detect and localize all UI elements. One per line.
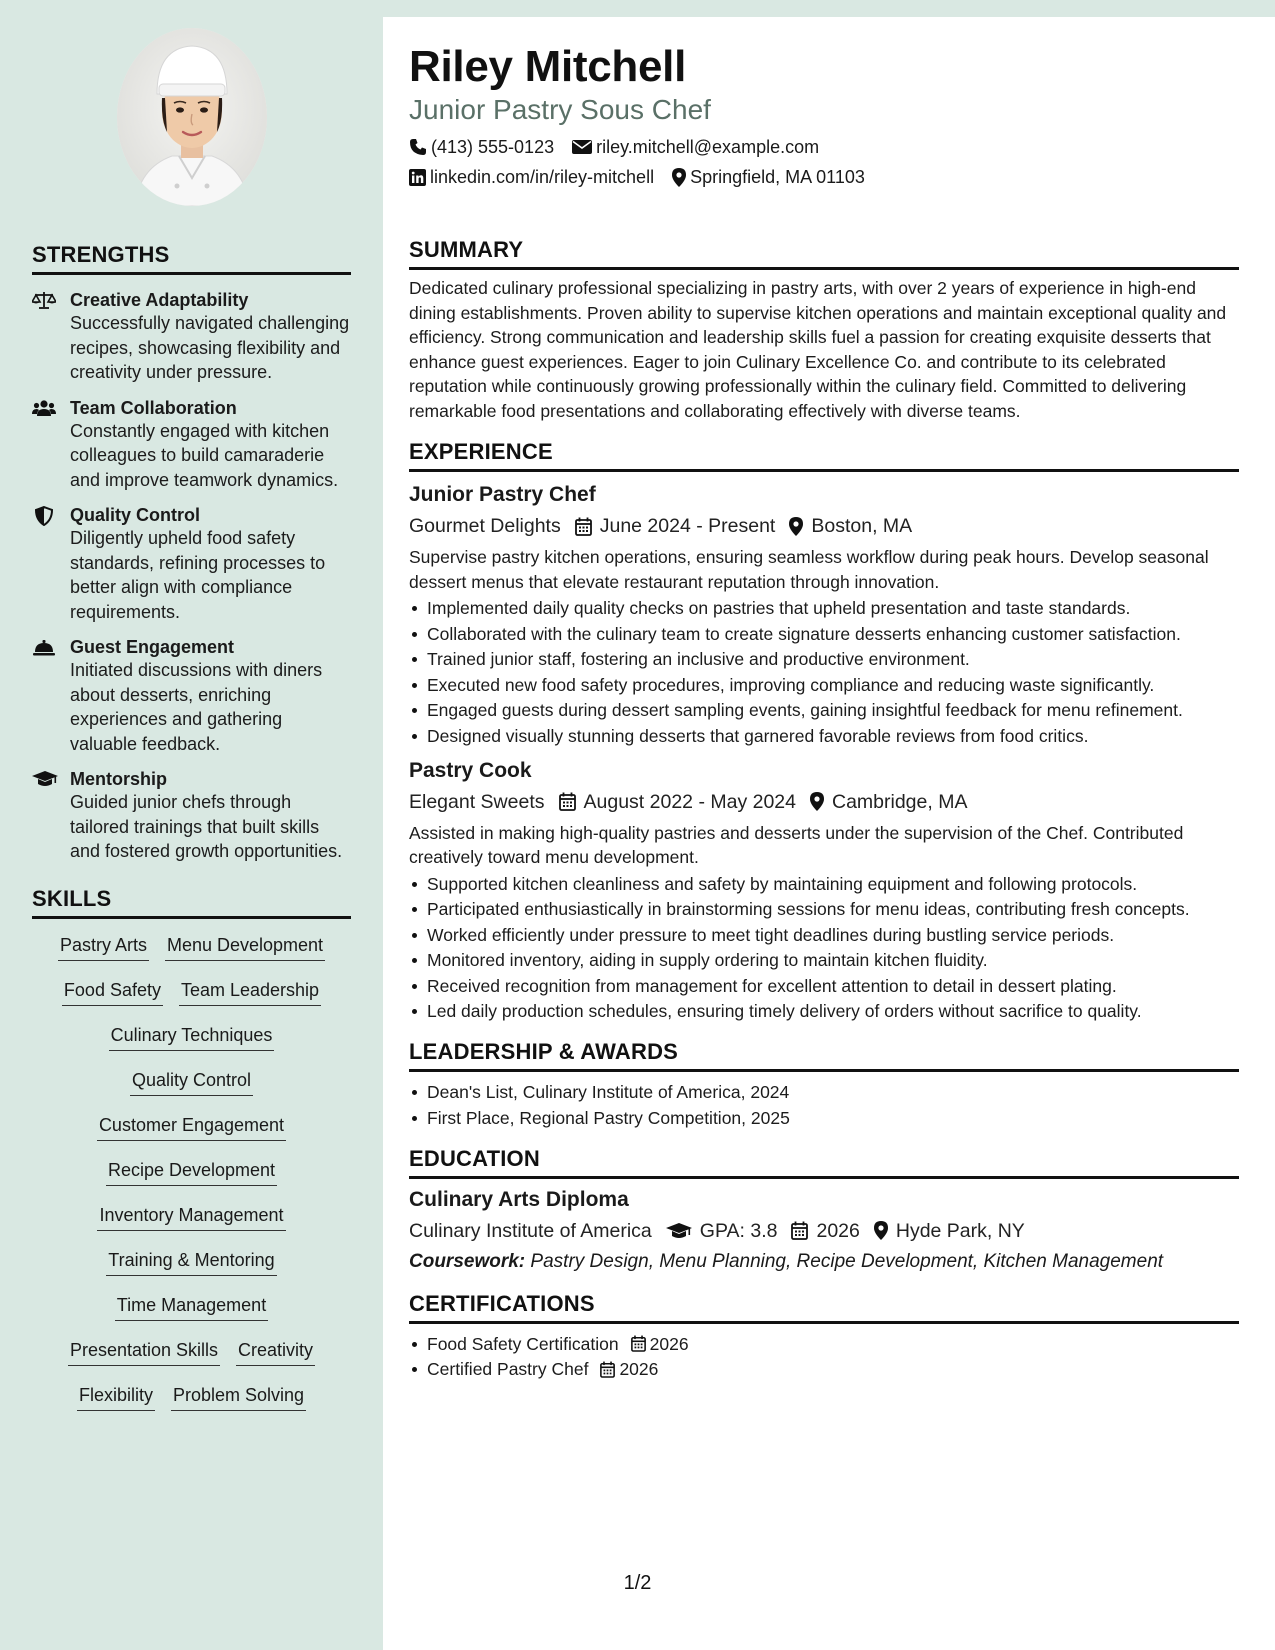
list-item: Executed new food safety procedures, improving compliance and reducing waste significantly.: [409, 673, 1239, 697]
list-item: Collaborated with the culinary team to create signature desserts enhancing customer satisfaction.: [409, 622, 1239, 646]
job-title: Junior Pastry Chef: [409, 483, 596, 506]
skill-row: [32, 1023, 351, 1068]
job-entry: [409, 758, 1239, 1024]
avatar: [117, 28, 267, 206]
strength-item: [32, 289, 351, 385]
school-name: Culinary Institute of America: [409, 1219, 652, 1242]
skill-tag: Time Management: [115, 1293, 268, 1321]
awards-heading: LEADERSHIP & AWARDS: [409, 1039, 1239, 1072]
summary-text: Dedicated culinary professional specializing in pastry arts, with over 2 years of experience in high-end dining establishments. Proven ability to supervise kitchen operations and maintain exceptional quality and efficiency. Strong communication and leadership skills fuel a passion for creating exquisite desserts that enhance guest experiences. Eager to join Culinary Excellence Co. and contribute to its celebrated reputation while continuously growing professionally within the culinary field. Committed to delivering remarkable food presentations and collaborating effectively with diverse teams.: [409, 278, 1227, 421]
contact-row: [409, 165, 1239, 189]
degree-title: Culinary Arts Diploma: [409, 1187, 629, 1211]
strength-title: Creative Adaptability: [70, 290, 249, 310]
contact-row: [409, 135, 1239, 159]
skill-tag: Food Safety: [62, 978, 163, 1006]
list-item: Participated enthusiastically in brainstorming sessions for menu ideas, contributing fresh concepts.: [409, 897, 1239, 921]
skill-tag: Problem Solving: [171, 1383, 306, 1411]
skill-row: [32, 1338, 351, 1383]
skill-tag: Recipe Development: [106, 1158, 277, 1186]
list-item: Led daily production schedules, ensuring timely delivery of orders without sacrifice to quality.: [409, 999, 1239, 1023]
skill-tag: Culinary Techniques: [109, 1023, 275, 1051]
skill-row: [32, 1203, 351, 1248]
strength-title: Guest Engagement: [70, 637, 235, 657]
graduation-cap-icon: [666, 1222, 692, 1240]
strength-description: Diligently upheld food safety standards, refining processes to better align with compliance requirements.: [70, 528, 326, 622]
skill-row: [32, 1113, 351, 1158]
skill-tag: Customer Engagement: [97, 1113, 286, 1141]
job-dates: June 2024 - Present: [599, 515, 776, 537]
map-pin-icon: [672, 168, 686, 187]
list-item: Designed visually stunning desserts that garnered favorable reviews from food critics.: [409, 724, 1239, 748]
skill-tag: Creativity: [236, 1338, 315, 1366]
list-item: Received recognition from management for excellent attention to detail in dessert plating.: [409, 974, 1239, 998]
strength-title: Quality Control: [70, 505, 200, 525]
skill-tag: Training & Mentoring: [106, 1248, 276, 1276]
job-bullets: [409, 872, 1239, 1024]
job-company: Elegant Sweets: [409, 790, 545, 813]
location-contact: [672, 165, 865, 189]
map-pin-icon: [789, 517, 803, 536]
job-description: Supervise pastry kitchen operations, ensuring seamless workflow during peak hours. Develop seasonal dessert menus that elevate restaurant reputation through innovation.: [409, 547, 1209, 592]
phone-contact[interactable]: [409, 135, 554, 159]
gpa-text: GPA: 3.8: [699, 1219, 778, 1242]
skill-tag: Team Leadership: [179, 978, 321, 1006]
linkedin-contact[interactable]: [409, 165, 654, 189]
strengths-list: [32, 289, 351, 864]
certifications-list: [409, 1332, 1239, 1382]
skill-row: [32, 1248, 351, 1293]
scale-icon: [32, 291, 58, 311]
location-text: Springfield, MA 01103: [690, 167, 865, 187]
list-item: Supported kitchen cleanliness and safety by maintaining equipment and following protocols.: [409, 872, 1239, 896]
skills-list: [32, 933, 351, 1428]
job-dates: August 2022 - May 2024: [583, 790, 796, 813]
linkedin-text: linkedin.com/in/riley-mitchell: [430, 167, 655, 187]
skill-row: [32, 1068, 351, 1113]
coursework: [409, 1249, 1239, 1275]
strength-description: Initiated discussions with diners about desserts, enriching experiences and gathering valuable feedback.: [70, 660, 323, 754]
coursework-label: Coursework:: [409, 1250, 526, 1272]
education-meta: [409, 1218, 1239, 1244]
strength-item: [32, 397, 351, 493]
strength-description: Guided junior chefs through tailored trainings that built skills and fostered growth opportunities.: [70, 792, 343, 861]
skill-row: [32, 1383, 351, 1428]
skill-tag: Flexibility: [77, 1383, 155, 1411]
education-location: Hyde Park, NY: [895, 1219, 1025, 1242]
skills-heading: SKILLS: [32, 886, 351, 919]
education-year: 2026: [816, 1219, 860, 1242]
linkedin-icon: [409, 169, 426, 186]
education-heading: EDUCATION: [409, 1146, 1239, 1179]
job-company: Gourmet Delights: [409, 515, 561, 537]
skill-tag: Pastry Arts: [58, 933, 149, 961]
list-item: Implemented daily quality checks on pastries that upheld presentation and taste standards.: [409, 596, 1239, 620]
coursework-text: Pastry Design, Menu Planning, Recipe Development, Kitchen Management: [530, 1250, 1164, 1272]
certification-year: 2026: [619, 1359, 659, 1379]
list-item: Engaged guests during dessert sampling events, gaining insightful feedback for menu refinement.: [409, 698, 1239, 722]
skill-row: [32, 1158, 351, 1203]
page-number: 1/2: [623, 1572, 652, 1594]
certification-year: 2026: [649, 1333, 689, 1354]
certifications-heading: CERTIFICATIONS: [409, 1291, 1239, 1324]
experience-heading: EXPERIENCE: [409, 439, 1239, 472]
job-meta: [409, 789, 1239, 815]
job-description: Assisted in making high-quality pastries and desserts under the supervision of the Chef. Contributed creatively toward menu development.: [409, 822, 1184, 867]
job-bullets: [409, 596, 1239, 748]
map-pin-icon: [874, 1221, 888, 1240]
awards-list: [409, 1080, 1239, 1130]
strength-item: [32, 768, 351, 864]
job-entry: [409, 482, 1239, 748]
job-title: Pastry Cook: [409, 758, 532, 782]
skill-tag: Inventory Management: [97, 1203, 285, 1231]
graduation-cap-icon: [32, 770, 58, 790]
skill-tag: Quality Control: [130, 1068, 253, 1096]
candidate-name: Riley Mitchell: [409, 42, 686, 91]
calendar-icon: [791, 1221, 808, 1240]
strength-title: Team Collaboration: [70, 397, 237, 418]
users-icon: [32, 399, 58, 419]
list-item: Monitored inventory, aiding in supply ordering to maintain kitchen fluidity.: [409, 948, 1239, 972]
bell-concierge-icon: [32, 638, 58, 658]
skill-tag: Menu Development: [165, 933, 325, 961]
strength-item: [32, 636, 351, 756]
summary-heading: SUMMARY: [409, 237, 1239, 270]
strengths-heading: STRENGTHS: [32, 242, 351, 275]
skill-row: [32, 1293, 351, 1338]
skill-tag: Presentation Skills: [68, 1338, 220, 1366]
job-location: Boston, MA: [811, 515, 913, 537]
skill-row: [32, 933, 351, 978]
list-item: [409, 1357, 1239, 1381]
strength-item: [32, 504, 351, 624]
strength-title: Mentorship: [70, 769, 167, 789]
list-item: Dean's List, Culinary Institute of America, 2024: [409, 1080, 1239, 1104]
list-item: First Place, Regional Pastry Competition, 2025: [409, 1106, 1239, 1130]
list-item: Worked efficiently under pressure to meet tight deadlines during bustling service periods.: [409, 923, 1239, 947]
sidebar: [0, 0, 383, 1650]
job-meta: [409, 513, 1239, 539]
shield-icon: [32, 506, 58, 526]
calendar-icon: [600, 1361, 615, 1378]
email-text: riley.mitchell@example.com: [596, 137, 820, 157]
candidate-role: Junior Pastry Sous Chef: [409, 94, 711, 125]
phone-text: (413) 555-0123: [431, 137, 555, 157]
job-location: Cambridge, MA: [832, 790, 968, 813]
strength-description: Successfully navigated challenging recipes, showcasing flexibility and creativity under pressure.: [70, 313, 350, 382]
list-item: Trained junior staff, fostering an inclusive and productive environment.: [409, 647, 1239, 671]
main-content: [383, 17, 1275, 1650]
calendar-icon: [575, 517, 592, 536]
list-item: [409, 1332, 1239, 1356]
map-pin-icon: [810, 792, 824, 811]
email-contact[interactable]: [572, 135, 819, 159]
certification-name: Certified Pastry Chef: [427, 1359, 589, 1379]
calendar-icon: [559, 792, 576, 811]
calendar-icon: [631, 1335, 646, 1352]
strength-description: Constantly engaged with kitchen colleagues to build camaraderie and improve teamwork dynamics.: [70, 420, 339, 490]
skill-row: [32, 978, 351, 1023]
envelope-icon: [572, 139, 592, 155]
phone-icon: [409, 138, 427, 156]
certification-name: Food Safety Certification: [427, 1333, 619, 1354]
